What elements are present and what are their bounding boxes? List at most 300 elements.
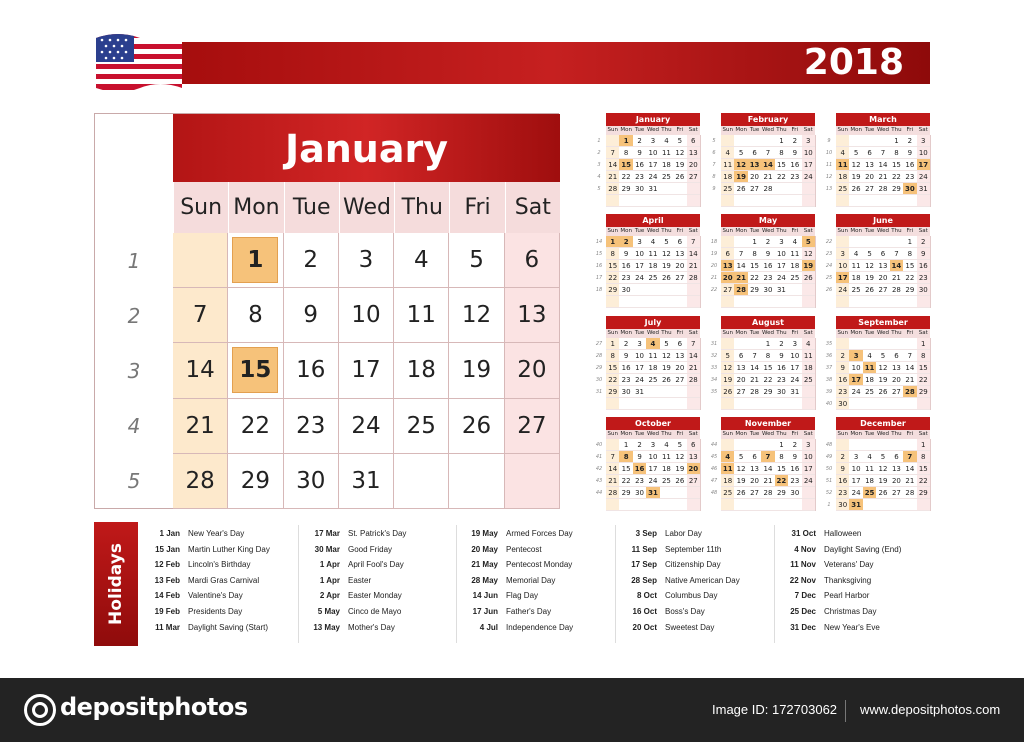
week-number: 5 (127, 469, 141, 494)
day-cell: 20 (505, 343, 560, 398)
holiday-row (306, 623, 464, 639)
mini-weekday-label: Fri (791, 330, 799, 336)
mini-day: 23 (633, 475, 646, 487)
mini-empty-day (876, 135, 889, 147)
mini-empty-day (687, 195, 700, 207)
weekday-label: Sun (173, 182, 228, 233)
mini-empty-day (687, 487, 700, 499)
mini-week-number: 44 (595, 490, 603, 496)
mini-empty-day (775, 195, 788, 207)
image-id: Image ID: 172703062 (712, 702, 838, 717)
mini-day: 23 (836, 487, 849, 499)
mini-empty-day (849, 195, 862, 207)
mini-day: 3 (633, 338, 646, 350)
day-cell: 19 (449, 343, 504, 398)
holiday-date: 2 Apr (319, 591, 340, 601)
mini-empty-day (606, 296, 619, 308)
mini-day: 8 (748, 248, 761, 260)
mini-empty-day (775, 296, 788, 308)
holiday-date: 7 Dec (794, 591, 816, 601)
mini-day: 22 (606, 374, 619, 386)
mini-day: 25 (660, 171, 673, 183)
holiday-name: Easter Monday (348, 591, 402, 601)
mini-empty-day (890, 236, 903, 248)
mini-day: 20 (748, 475, 761, 487)
mini-day: 18 (863, 475, 876, 487)
mini-day: 27 (748, 487, 761, 499)
mini-empty-day (687, 499, 700, 511)
mini-week-numbers (592, 236, 606, 308)
holiday-date: 4 Jul (479, 622, 498, 632)
mini-empty-day (802, 183, 815, 195)
mini-empty-day (633, 398, 646, 410)
mini-month-title: March (836, 113, 930, 126)
mini-empty-day (863, 195, 876, 207)
holiday-name: Native American Day (665, 575, 740, 585)
mini-empty-day (748, 135, 761, 147)
mini-day: 23 (788, 171, 801, 183)
mini-day: 9 (775, 350, 788, 362)
mini-weekday-label: Sat (803, 228, 813, 234)
mini-day: 29 (917, 386, 930, 398)
holiday-date: 31 Dec (790, 622, 816, 632)
mini-day: 23 (633, 171, 646, 183)
mini-day: 13 (673, 350, 686, 362)
mini-weekday-label: Tue (634, 330, 645, 336)
mini-weekday-label: Tue (749, 228, 760, 234)
holiday-name: Father's Day (506, 606, 552, 616)
mini-day: 17 (633, 362, 646, 374)
mini-day: 10 (646, 147, 659, 159)
mini-weekday-label: Fri (791, 228, 799, 234)
mini-week-number: 44 (710, 442, 718, 448)
mini-day: 2 (619, 236, 632, 248)
mini-empty-day (788, 284, 801, 296)
mini-weekday-label: Sun (837, 330, 848, 336)
day-cell: 24 (339, 399, 394, 454)
mini-day: 3 (646, 439, 659, 451)
empty-cell (394, 454, 449, 509)
mini-day: 8 (619, 451, 632, 463)
mini-empty-day (802, 398, 815, 410)
mini-empty-day (721, 439, 734, 451)
holiday-date: 8 Oct (636, 591, 657, 601)
mini-day: 5 (660, 236, 673, 248)
mini-day: 10 (802, 147, 815, 159)
mini-weekday-label: Mon (620, 330, 632, 336)
mini-empty-day (890, 338, 903, 350)
mini-week-number: 12 (825, 174, 833, 180)
mini-day: 6 (687, 439, 700, 451)
day-cell: 30 (284, 454, 339, 509)
mini-empty-day (619, 296, 632, 308)
mini-weekday-label: Wed (761, 330, 774, 336)
mini-day: 16 (836, 374, 849, 386)
mini-day: 18 (660, 463, 673, 475)
mini-day: 31 (646, 487, 659, 499)
mini-weekday-label: Sun (837, 228, 848, 234)
mini-day: 21 (890, 272, 903, 284)
mini-week-number: 32 (710, 353, 718, 359)
mini-day: 16 (788, 159, 801, 171)
mini-day: 6 (673, 338, 686, 350)
day-cell: 16 (284, 343, 339, 398)
holiday-date: 31 Oct (791, 529, 816, 538)
mini-day: 28 (606, 183, 619, 195)
mini-day: 6 (876, 248, 889, 260)
holiday-name: Lincoln's Birthday (188, 560, 251, 570)
mini-empty-day (917, 398, 930, 410)
mini-empty-day (863, 439, 876, 451)
mini-day: 14 (687, 248, 700, 260)
mini-day: 17 (849, 475, 862, 487)
mini-day: 24 (633, 374, 646, 386)
mini-week-number: 35 (825, 341, 833, 347)
mini-empty-day (836, 135, 849, 147)
day-cell: 3 (339, 233, 394, 288)
mini-weekday-label: Thu (776, 127, 787, 133)
mini-day: 29 (606, 386, 619, 398)
mini-month-title: December (836, 417, 930, 430)
mini-week-number: 48 (825, 442, 833, 448)
mini-empty-day (775, 499, 788, 511)
holiday-name: Daylight Saving (End) (824, 544, 902, 554)
day-cell: 25 (394, 399, 449, 454)
mini-day: 26 (876, 386, 889, 398)
empty-cell (173, 233, 228, 288)
mini-day: 23 (775, 374, 788, 386)
mini-day: 19 (876, 475, 889, 487)
mini-day: 21 (687, 362, 700, 374)
mini-day: 11 (802, 350, 815, 362)
mini-day: 11 (788, 248, 801, 260)
holiday-date: 1 Jan (159, 529, 180, 538)
mini-weekday-label: Wed (761, 431, 774, 437)
mini-day: 5 (721, 350, 734, 362)
mini-weekday-label: Fri (906, 330, 914, 336)
mini-week-number: 5 (597, 186, 601, 192)
holiday-column (306, 529, 464, 638)
mini-week-numbers (707, 439, 721, 511)
mini-day: 9 (836, 362, 849, 374)
mini-empty-day (836, 195, 849, 207)
mini-day: 7 (687, 236, 700, 248)
mini-day: 8 (917, 451, 930, 463)
mini-month-december (822, 417, 930, 511)
holiday-date: 17 Sep (631, 560, 657, 570)
mini-day: 31 (633, 386, 646, 398)
mini-day: 20 (876, 272, 889, 284)
mini-weekday-label: Mon (735, 127, 747, 133)
mini-week-number: 11 (825, 162, 833, 168)
mini-weekday-label: Wed (876, 228, 889, 234)
mini-day: 31 (917, 183, 930, 195)
mini-day: 13 (748, 159, 761, 171)
mini-day: 25 (849, 284, 862, 296)
mini-empty-day (721, 338, 734, 350)
mini-day: 26 (876, 487, 889, 499)
mini-weekday-label: Sun (722, 330, 733, 336)
mini-empty-day (721, 236, 734, 248)
mini-month-title: February (721, 113, 815, 126)
mini-weekday-label: Thu (776, 228, 787, 234)
day-cell: 7 (173, 288, 228, 343)
mini-day: 15 (619, 463, 632, 475)
mini-day: 20 (673, 260, 686, 272)
mini-day: 29 (619, 183, 632, 195)
mini-month-june (822, 214, 930, 308)
mini-weekday-header (721, 227, 815, 236)
holiday-row (464, 576, 622, 592)
mini-empty-day (673, 195, 686, 207)
day-cell: 1 (228, 233, 283, 288)
mini-day: 10 (646, 451, 659, 463)
mini-empty-day (876, 338, 889, 350)
mini-day: 5 (673, 135, 686, 147)
mini-day-grid (721, 236, 816, 308)
mini-day: 15 (775, 159, 788, 171)
holiday-row (464, 591, 622, 607)
weekday-header (173, 182, 560, 233)
mini-weekday-label: Tue (749, 127, 760, 133)
mini-week-number (822, 195, 836, 207)
mini-month-title: November (721, 417, 815, 430)
mini-day: 8 (761, 350, 774, 362)
mini-week-number: 9 (827, 138, 831, 144)
mini-day: 2 (903, 135, 916, 147)
mini-week-number: 8 (712, 174, 716, 180)
mini-empty-day (660, 499, 673, 511)
mini-day: 9 (917, 248, 930, 260)
mini-day: 30 (633, 487, 646, 499)
mini-weekday-header (606, 329, 700, 338)
mini-day: 29 (606, 284, 619, 296)
mini-week-number: 9 (712, 186, 716, 192)
mini-week-numbers (822, 236, 836, 308)
mini-empty-day (802, 487, 815, 499)
mini-day: 6 (890, 350, 903, 362)
mini-empty-day (673, 284, 686, 296)
mini-day: 1 (761, 338, 774, 350)
mini-empty-day (606, 135, 619, 147)
mini-weekday-label: Wed (646, 431, 659, 437)
mini-day: 4 (836, 147, 849, 159)
mini-empty-day (721, 499, 734, 511)
mini-day: 9 (836, 463, 849, 475)
mini-day: 21 (606, 475, 619, 487)
mini-day: 12 (863, 260, 876, 272)
mini-empty-day (788, 296, 801, 308)
mini-empty-day (734, 296, 747, 308)
mini-weekday-header (606, 227, 700, 236)
mini-day: 22 (619, 475, 632, 487)
mini-empty-day (748, 296, 761, 308)
mini-empty-day (673, 487, 686, 499)
mini-day: 27 (721, 284, 734, 296)
mini-empty-day (849, 439, 862, 451)
mini-weekday-label: Fri (906, 127, 914, 133)
mini-day: 14 (890, 260, 903, 272)
mini-day: 13 (748, 463, 761, 475)
mini-day: 10 (802, 451, 815, 463)
mini-day: 22 (917, 374, 930, 386)
mini-weekday-header (836, 329, 930, 338)
mini-day: 4 (788, 236, 801, 248)
mini-day: 27 (734, 386, 747, 398)
mini-weekday-label: Thu (891, 330, 902, 336)
mini-weekday-label: Sun (607, 431, 618, 437)
mini-day: 8 (619, 147, 632, 159)
mini-day: 15 (917, 362, 930, 374)
site-url[interactable]: www.depositphotos.com (860, 702, 1001, 717)
mini-day: 27 (863, 183, 876, 195)
mini-day: 16 (788, 463, 801, 475)
mini-day: 13 (673, 248, 686, 260)
mini-month-april (592, 214, 700, 308)
mini-day: 25 (660, 475, 673, 487)
holiday-date: 15 Jan (155, 544, 180, 554)
brand-name: depositphotos (60, 693, 248, 721)
mini-weekday-label: Fri (906, 431, 914, 437)
mini-week-number: 3 (597, 162, 601, 168)
mini-day: 25 (802, 374, 815, 386)
mini-day: 3 (849, 451, 862, 463)
holiday-date: 30 Mar (314, 544, 340, 554)
mini-day: 11 (646, 248, 659, 260)
mini-day: 1 (890, 135, 903, 147)
mini-empty-day (673, 499, 686, 511)
mini-day: 12 (673, 147, 686, 159)
mini-empty-day (673, 183, 686, 195)
mini-week-number: 33 (710, 365, 718, 371)
mini-empty-day (748, 499, 761, 511)
mini-day: 2 (836, 350, 849, 362)
mini-day: 16 (619, 362, 632, 374)
mini-day: 9 (619, 248, 632, 260)
mini-week-numbers (822, 338, 836, 410)
mini-week-number: 31 (595, 389, 603, 395)
mini-weekday-label: Tue (749, 431, 760, 437)
mini-weekday-label: Thu (661, 228, 672, 234)
mini-day: 25 (863, 386, 876, 398)
mini-day-grid (721, 439, 816, 511)
holiday-row (782, 545, 940, 561)
holiday-name: New Year's Eve (824, 622, 880, 632)
mini-empty-day (721, 398, 734, 410)
mini-weekday-label: Mon (735, 330, 747, 336)
mini-day: 17 (633, 260, 646, 272)
mini-day: 14 (687, 350, 700, 362)
mini-weekday-label: Wed (761, 228, 774, 234)
day-cell: 17 (339, 343, 394, 398)
mini-empty-day (788, 398, 801, 410)
mini-empty-day (890, 296, 903, 308)
mini-empty-day (721, 135, 734, 147)
mini-week-number (592, 296, 606, 308)
mini-empty-day (633, 296, 646, 308)
mini-empty-day (849, 236, 862, 248)
mini-day: 19 (849, 171, 862, 183)
holiday-date: 12 Feb (154, 560, 180, 570)
mini-day: 14 (903, 362, 916, 374)
mini-day: 5 (876, 350, 889, 362)
mini-empty-day (646, 284, 659, 296)
mini-day: 28 (903, 386, 916, 398)
mini-day: 7 (876, 147, 889, 159)
mini-day: 21 (734, 272, 747, 284)
holiday-row (623, 560, 781, 576)
mini-day: 23 (619, 374, 632, 386)
mini-day: 7 (761, 451, 774, 463)
mini-empty-day (761, 296, 774, 308)
mini-month-february (707, 113, 815, 207)
mini-day: 20 (721, 272, 734, 284)
holiday-name: September 11th (665, 544, 722, 554)
mini-empty-day (673, 296, 686, 308)
mini-week-number: 39 (825, 389, 833, 395)
mini-empty-day (619, 499, 632, 511)
holiday-row (464, 623, 622, 639)
mini-day: 17 (849, 374, 862, 386)
mini-day: 12 (660, 248, 673, 260)
mini-month-august (707, 316, 815, 410)
mini-day: 21 (606, 171, 619, 183)
mini-day: 18 (849, 272, 862, 284)
mini-weekday-label: Sun (607, 330, 618, 336)
mini-day: 11 (849, 260, 862, 272)
holiday-row (306, 576, 464, 592)
mini-empty-day (660, 183, 673, 195)
mini-empty-day (836, 236, 849, 248)
mini-week-number: 45 (710, 454, 718, 460)
holiday-row (146, 560, 304, 576)
mini-empty-day (890, 499, 903, 511)
mini-day: 10 (633, 248, 646, 260)
weekday-label: Wed (339, 182, 394, 233)
mini-month-title: August (721, 316, 815, 329)
holiday-row (306, 591, 464, 607)
mini-day: 2 (619, 338, 632, 350)
holiday-row (782, 591, 940, 607)
mini-day: 23 (761, 272, 774, 284)
mini-day: 8 (775, 451, 788, 463)
mini-weekday-label: Sun (722, 431, 733, 437)
mini-day: 6 (863, 147, 876, 159)
day-cell: 13 (505, 288, 560, 343)
mini-day: 17 (788, 362, 801, 374)
mini-empty-day (836, 338, 849, 350)
mini-day: 23 (619, 272, 632, 284)
mini-week-number: 19 (710, 251, 718, 257)
mini-day: 2 (788, 135, 801, 147)
holiday-date: 20 Oct (632, 622, 657, 632)
mini-weekday-label: Fri (791, 431, 799, 437)
mini-day: 22 (775, 171, 788, 183)
mini-day: 24 (788, 374, 801, 386)
mini-weekday-label: Wed (876, 330, 889, 336)
mini-day: 7 (761, 147, 774, 159)
mini-day: 11 (660, 147, 673, 159)
mini-empty-day (863, 296, 876, 308)
mini-day: 13 (890, 362, 903, 374)
mini-day: 22 (748, 272, 761, 284)
mini-week-number: 10 (825, 150, 833, 156)
day-cell: 31 (339, 454, 394, 509)
empty-cell (505, 454, 560, 509)
mini-week-numbers (592, 439, 606, 511)
holiday-row (146, 607, 304, 623)
mini-day: 27 (876, 284, 889, 296)
